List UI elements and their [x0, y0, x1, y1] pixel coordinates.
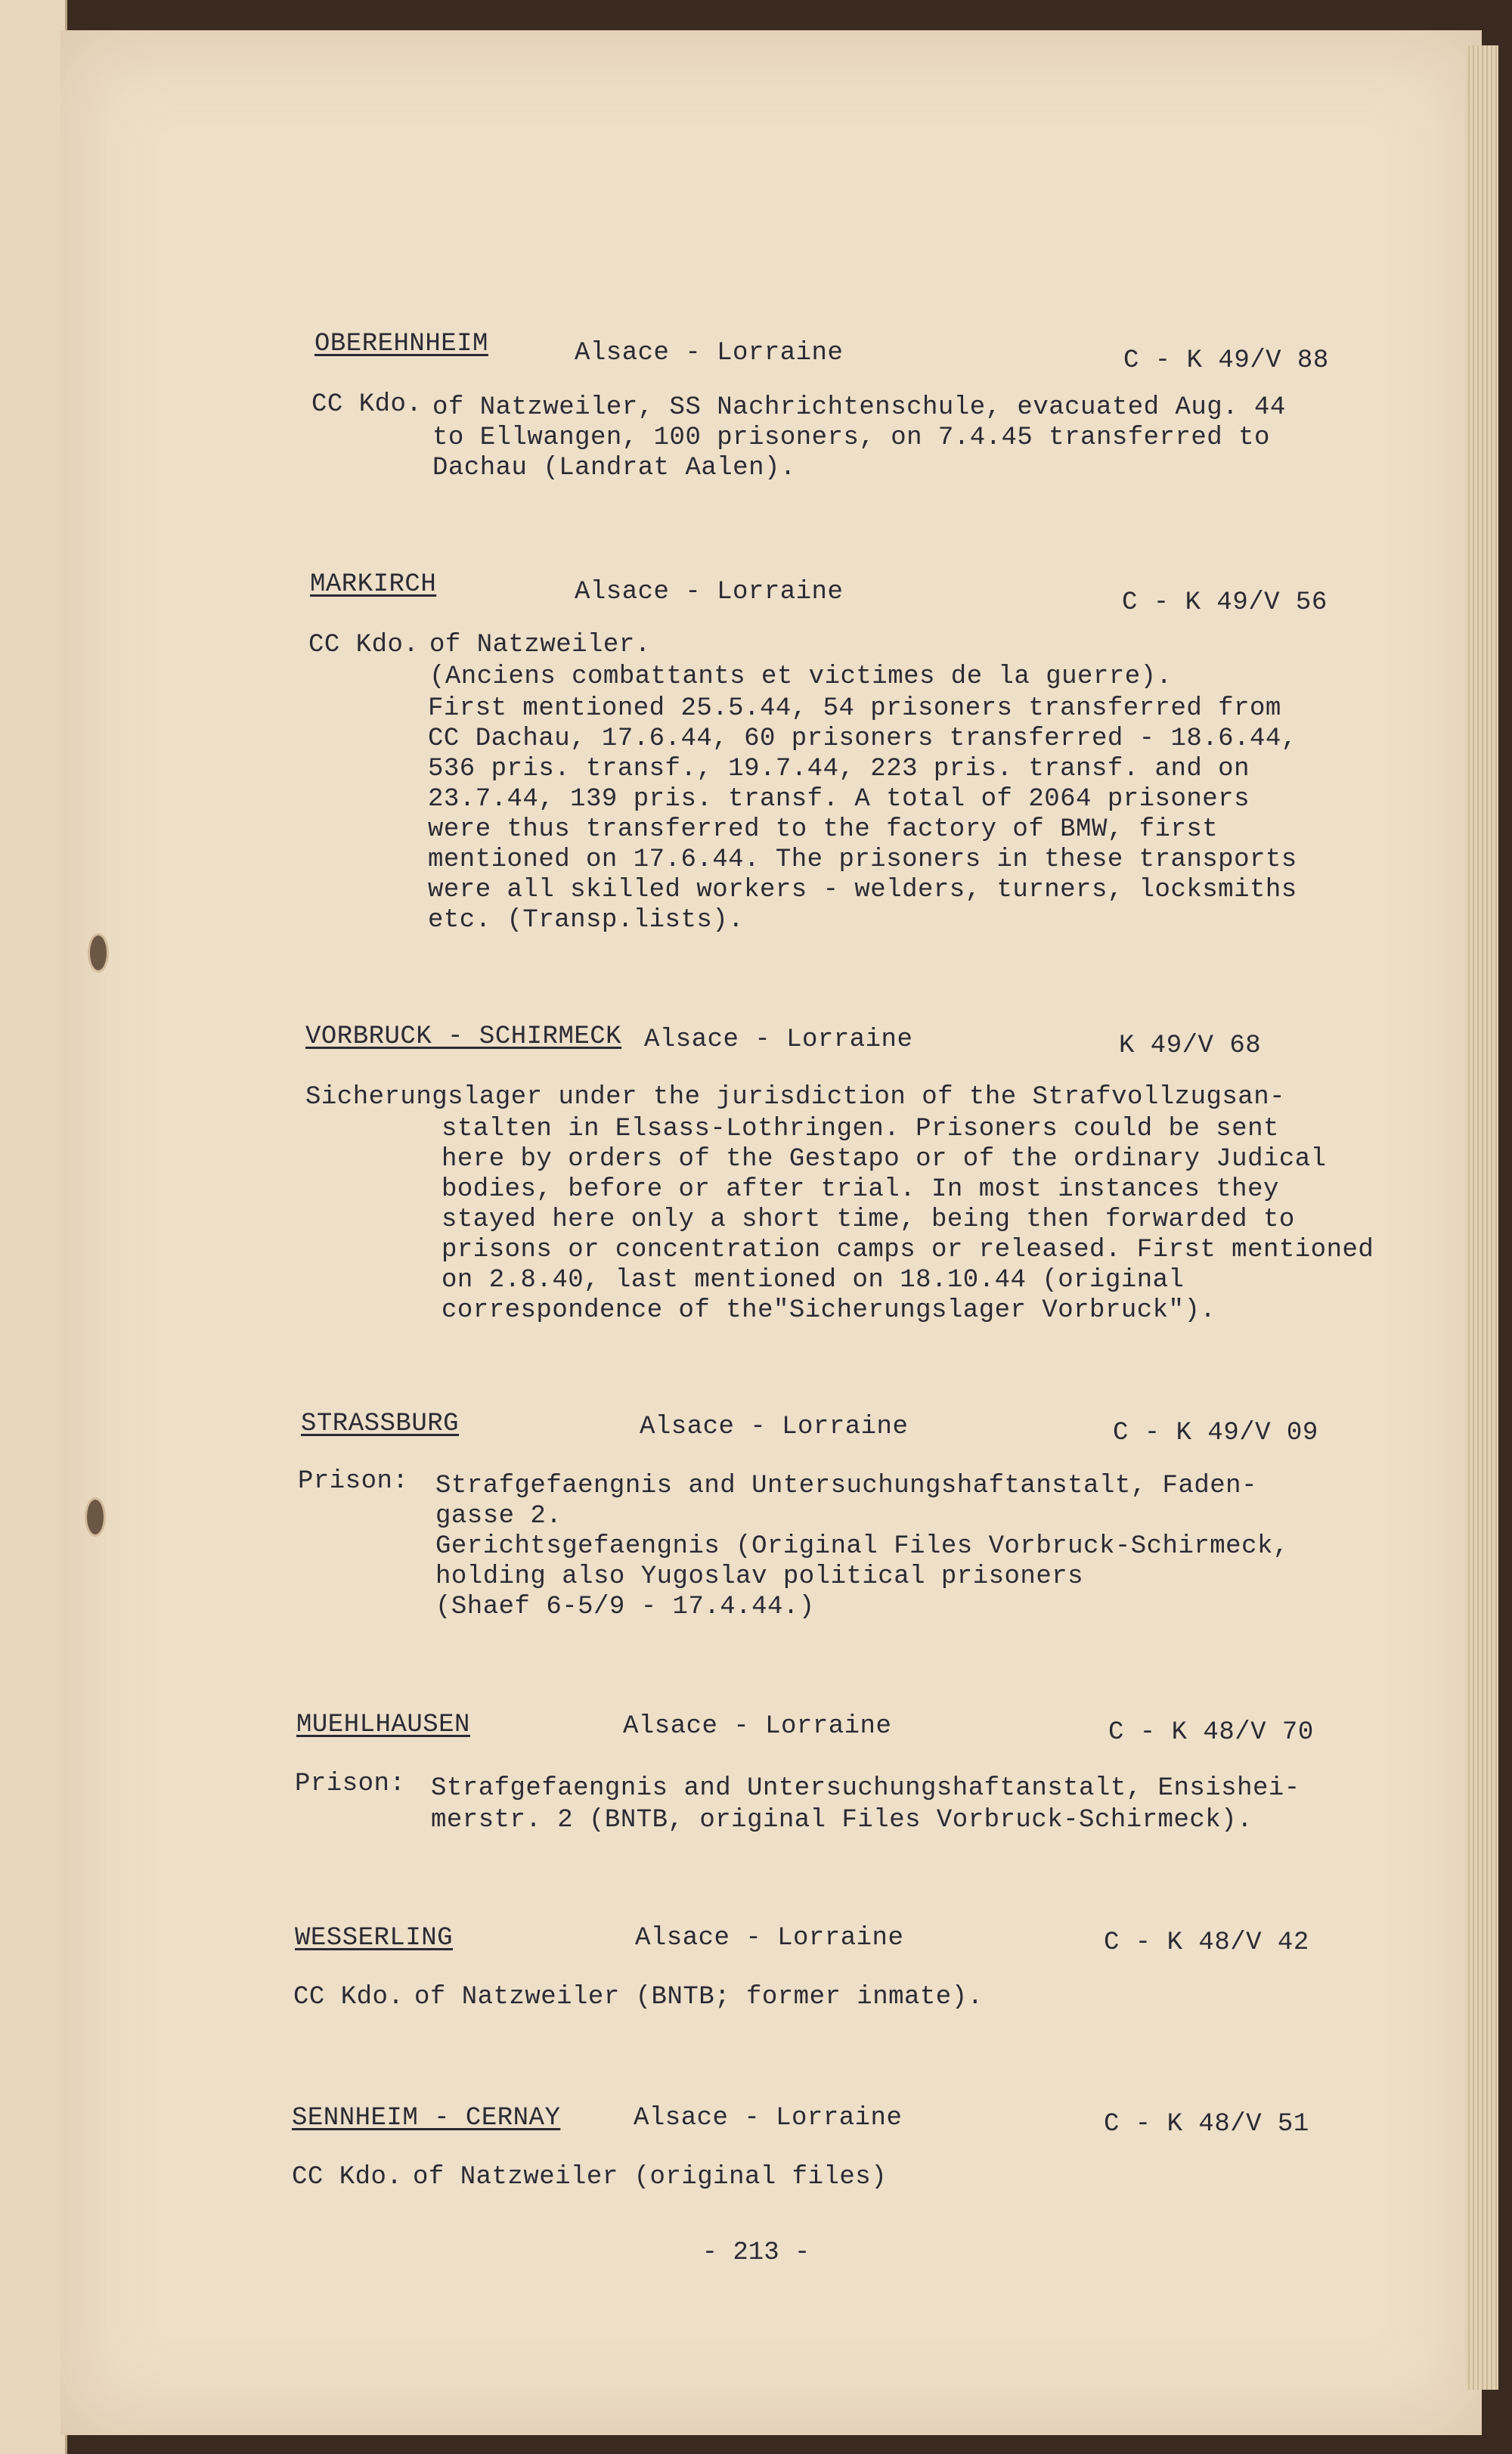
place-name: SENNHEIM - CERNAY	[292, 2104, 561, 2133]
entry-text-line: to Ellwangen, 100 prisoners, on 7.4.45 transferred to	[432, 423, 1270, 452]
entry-text-line: holding also Yugoslav political prisoners	[435, 1562, 1084, 1591]
place-name: MUEHLHAUSEN	[296, 1711, 470, 1739]
entry-text-line: stayed here only a short time, being then forwarded to	[442, 1205, 1295, 1234]
entry-text-line: 536 pris. transf., 19.7.44, 223 pris. transf. and on	[428, 755, 1250, 783]
entry-text-line: Strafgefaengnis and Untersuchungshaftanstalt, Ensishei-	[431, 1774, 1300, 1803]
entry-text-line: were all skilled workers - welders, turners, locksmiths	[428, 876, 1297, 904]
file-code: C - K 48/V 70	[1108, 1718, 1314, 1747]
entry-label: CC Kdo.	[293, 1983, 404, 2012]
region: Alsace - Lorraine	[575, 339, 844, 368]
entry-text-line: etc. (Transp.lists).	[428, 906, 745, 935]
file-code: C - K 49/V 56	[1122, 588, 1328, 617]
entry-text-line: on 2.8.40, last mentioned on 18.10.44 (original	[442, 1266, 1185, 1295]
file-code: C - K 48/V 42	[1104, 1928, 1309, 1957]
entry-text-line: bodies, before or after trial. In most instances they	[442, 1175, 1279, 1204]
place-name: VORBRUCK - SCHIRMECK	[305, 1022, 622, 1051]
entry-label: Sicherungslager under the jurisdiction of the Strafvollzugsan-	[305, 1083, 1286, 1112]
entry-text-line: of Natzweiler (BNTB; former inmate).	[414, 1983, 984, 2012]
page-number: - 213 -	[702, 2238, 810, 2267]
place-name: OBEREHNHEIM	[314, 330, 488, 358]
entry-text-line: of Natzweiler (original files)	[413, 2163, 888, 2192]
region: Alsace - Lorraine	[635, 1924, 904, 1953]
file-code: C - K 48/V 51	[1104, 2110, 1309, 2139]
region: Alsace - Lorraine	[640, 1413, 909, 1441]
entry-label: CC Kdo.	[311, 390, 423, 419]
entry-text-line: prisons or concentration camps or released. First mentioned	[442, 1236, 1374, 1264]
entry-label: Prison:	[295, 1770, 406, 1798]
region: Alsace - Lorraine	[623, 1712, 892, 1741]
file-code: C - K 49/V 88	[1123, 346, 1329, 375]
punch-hole	[85, 1497, 106, 1537]
region: Alsace - Lorraine	[644, 1025, 913, 1054]
entry-text-line: stalten in Elsass-Lothringen. Prisoners could be sent	[442, 1115, 1279, 1143]
book-gutter	[0, 0, 67, 2454]
entry-text-line: First mentioned 25.5.44, 54 prisoners transferred from	[428, 694, 1281, 723]
entry-text-line: of Natzweiler, SS Nachrichtenschule, evacuated Aug. 44	[432, 393, 1286, 422]
entry-text-line: gasse 2.	[435, 1502, 562, 1531]
entry-text-line: 23.7.44, 139 pris. transf. A total of 2064 prisoners	[428, 785, 1250, 814]
entry-label: CC Kdo.	[308, 631, 420, 659]
entry-text-line: correspondence of the"Sicherungslager Vorbruck").	[442, 1296, 1216, 1325]
entry-text-line: Strafgefaengnis and Untersuchungshaftanstalt, Faden-	[435, 1472, 1257, 1500]
entry-label: CC Kdo.	[292, 2163, 403, 2192]
entry-text-line: Dachau (Landrat Aalen).	[432, 454, 796, 482]
entry-text-line: CC Dachau, 17.6.44, 60 prisoners transferred - 18.6.44,	[428, 724, 1297, 753]
file-code: C - K 49/V 09	[1113, 1419, 1318, 1447]
place-name: MARKIRCH	[310, 570, 437, 599]
page-stack-edge	[1465, 45, 1498, 2390]
entry-text-line: were thus transferred to the factory of BMW, first	[428, 815, 1219, 844]
entry-text-line: (Anciens combattants et victimes de la guerre).	[429, 662, 1173, 691]
region: Alsace - Lorraine	[634, 2104, 903, 2133]
entry-text-line: (Shaef 6-5/9 - 17.4.44.)	[435, 1593, 815, 1621]
region: Alsace - Lorraine	[575, 578, 844, 607]
entry-label: Prison:	[298, 1467, 409, 1496]
place-name: WESSERLING	[295, 1924, 454, 1953]
file-code: K 49/V 68	[1119, 1032, 1262, 1060]
entry-text-line: Gerichtsgefaengnis (Original Files Vorbruck-Schirmeck,	[435, 1532, 1289, 1561]
entry-text-line: mentioned on 17.6.44. The prisoners in these transports	[428, 845, 1297, 874]
entry-text-line: of Natzweiler.	[429, 631, 651, 659]
entry-text-line: merstr. 2 (BNTB, original Files Vorbruck-Schirmeck).	[431, 1806, 1253, 1835]
place-name: STRASSBURG	[301, 1410, 460, 1438]
punch-hole	[88, 933, 109, 973]
entry-text-line: here by orders of the Gestapo or of the ordinary Judical	[442, 1145, 1327, 1174]
